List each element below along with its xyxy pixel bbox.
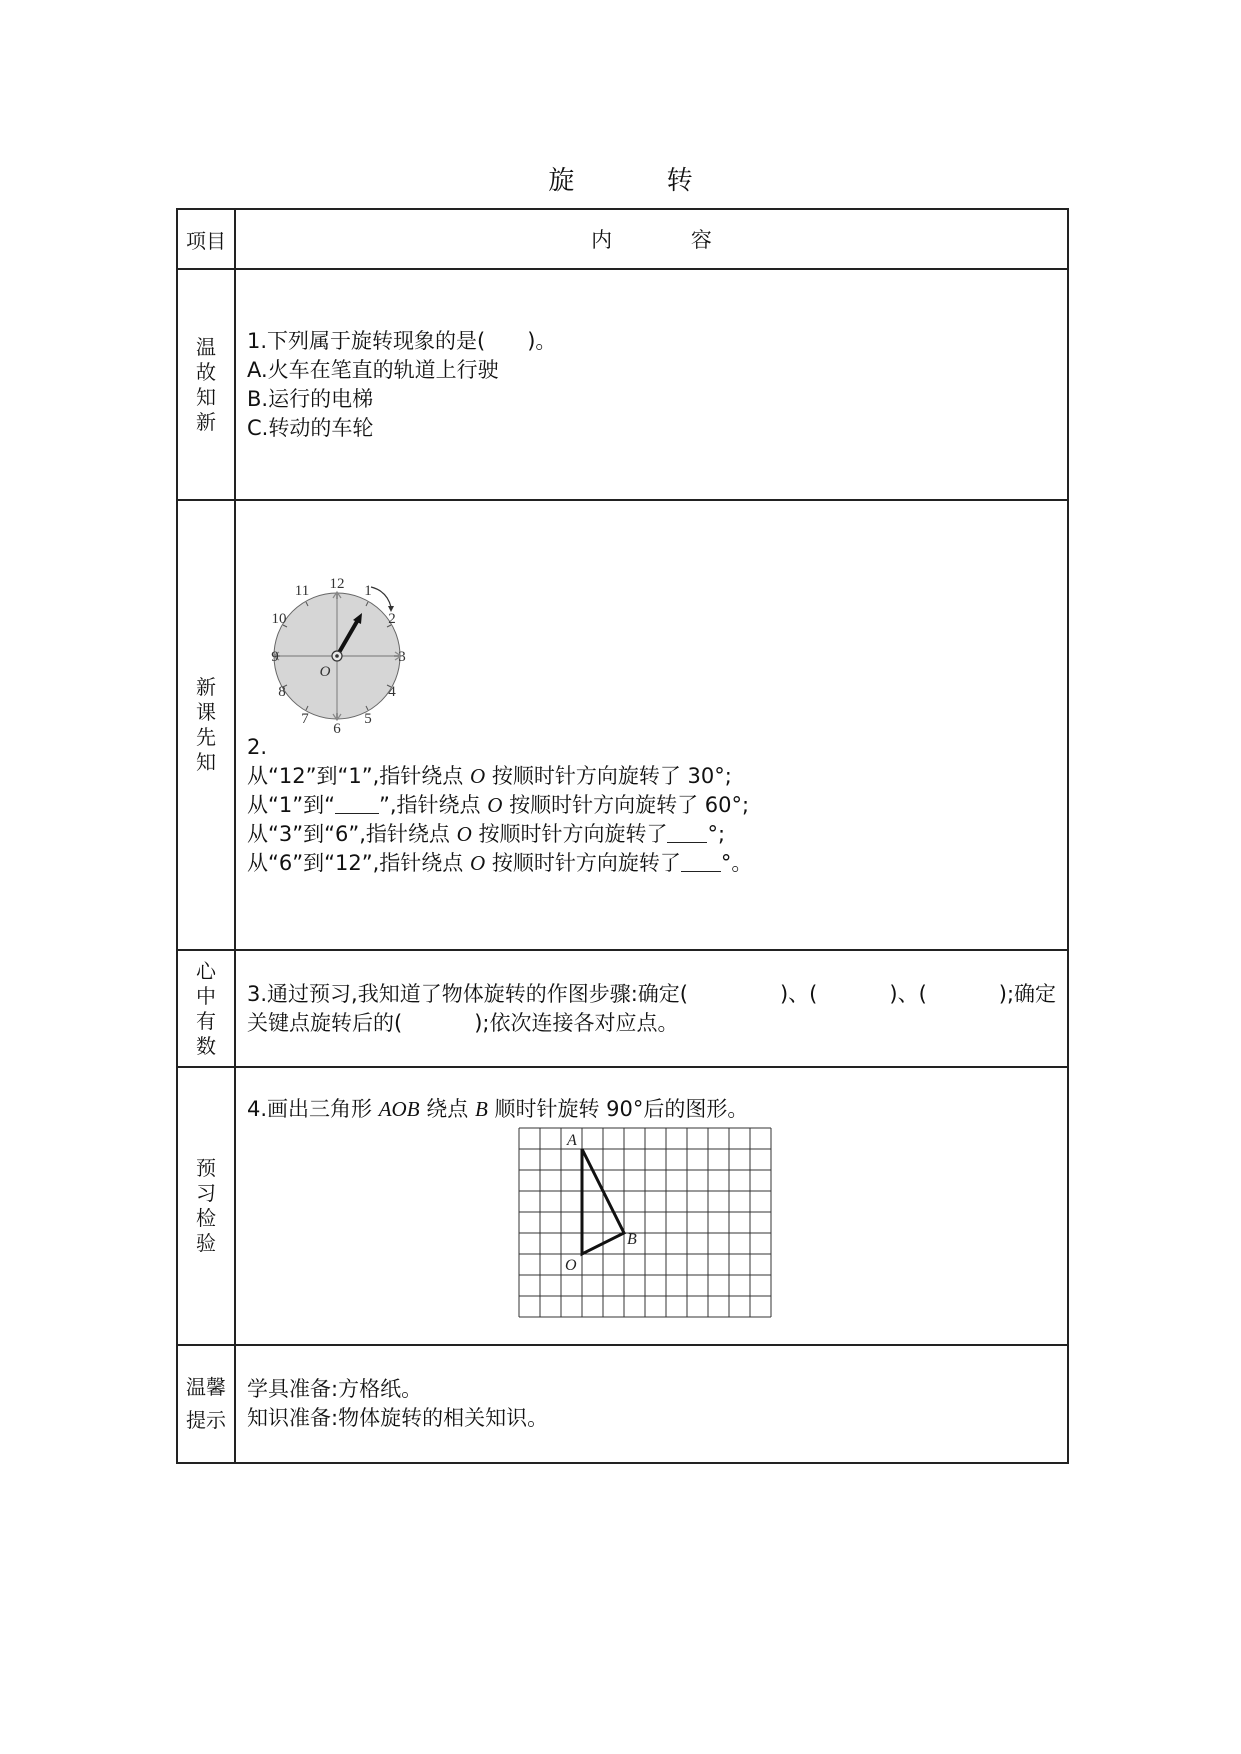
- summary-content: 3.通过预习,我知道了物体旋转的作图步骤:确定( )、( )、( );确定 关键点旋转后的( );依次连接各对应点。: [235, 950, 1068, 1067]
- review-question: 1.下列属于旋转现象的是(: [247, 328, 486, 353]
- square-grid: [519, 1128, 771, 1317]
- tips-line-2: 知识准备:物体旋转的相关知识。: [247, 1406, 549, 1430]
- review-question-end: )。: [527, 328, 557, 353]
- header-content: 内 容: [235, 209, 1068, 269]
- clock-num-12: 12: [329, 575, 345, 592]
- clock-figure: [249, 573, 419, 733]
- preview-number: 2.: [247, 734, 268, 759]
- review-option-c: C.转动的车轮: [247, 415, 374, 440]
- point-o-label: O: [565, 1257, 577, 1274]
- page-title: 旋 转: [548, 166, 735, 196]
- preview-line-3: 从“3”到“6”,指针绕点 O 按顺时针方向旋转了 °;: [247, 821, 726, 846]
- rotation-arrow: [371, 587, 391, 607]
- tips-content: [235, 1345, 1068, 1463]
- row-review: [177, 269, 1068, 500]
- clock-center-label: O: [319, 663, 331, 680]
- clock-num-1: 1: [364, 582, 372, 599]
- clock-num-9: 9: [271, 648, 279, 665]
- preview-content: [235, 500, 1068, 950]
- blank-4[interactable]: [681, 850, 721, 872]
- label-review: 温故知新: [196, 334, 216, 434]
- clock-num-7: 7: [301, 710, 309, 727]
- clock-num-5: 5: [364, 710, 372, 727]
- header-row: [177, 209, 1068, 269]
- grid-figure: [517, 1126, 777, 1322]
- label-tips: 温馨提示: [186, 1375, 226, 1432]
- preview-line-4: 从“6”到“12”,指针绕点 O 按顺时针方向旋转了 °。: [247, 850, 753, 875]
- row-summary: [177, 950, 1068, 1067]
- point-b-label: B: [627, 1231, 637, 1248]
- row-check: [177, 1067, 1068, 1345]
- clock-num-2: 2: [388, 610, 396, 627]
- review-option-b: B.运行的电梯: [247, 386, 374, 411]
- preview-line-1: 从“12”到“1”,指针绕点 O 按顺时针方向旋转了 30°;: [247, 763, 732, 788]
- point-a-label: A: [567, 1132, 577, 1149]
- row-tips: [177, 1345, 1068, 1463]
- tips-line-1: 学具准备:方格纸。: [247, 1377, 423, 1401]
- blank-3[interactable]: [667, 821, 707, 843]
- clock-num-4: 4: [388, 683, 396, 700]
- header-project: 项目: [177, 209, 235, 269]
- review-content: [235, 269, 1068, 500]
- label-preview: 新课先知: [196, 675, 216, 774]
- review-option-a: A.火车在笔直的轨道上行驶: [247, 357, 499, 382]
- blank-2a[interactable]: [335, 792, 379, 814]
- clock-num-11: 11: [294, 582, 310, 599]
- clock-num-10: 10: [271, 610, 287, 627]
- clock-num-8: 8: [278, 683, 286, 700]
- check-content: 4.画出三角形 AOB 绕点 B 顺时针旋转 90°后的图形。 A O B: [235, 1067, 1068, 1345]
- lesson-table: [176, 208, 1069, 1464]
- clock-num-6: 6: [333, 720, 341, 733]
- clock-num-3: 3: [398, 648, 406, 665]
- label-summary: 心中有数: [196, 958, 216, 1058]
- row-preview: [177, 500, 1068, 950]
- preview-line-2: 从“1”到“ ”,指针绕点 O 按顺时针方向旋转了 60°;: [247, 792, 750, 817]
- label-check: 预习检验: [196, 1156, 216, 1255]
